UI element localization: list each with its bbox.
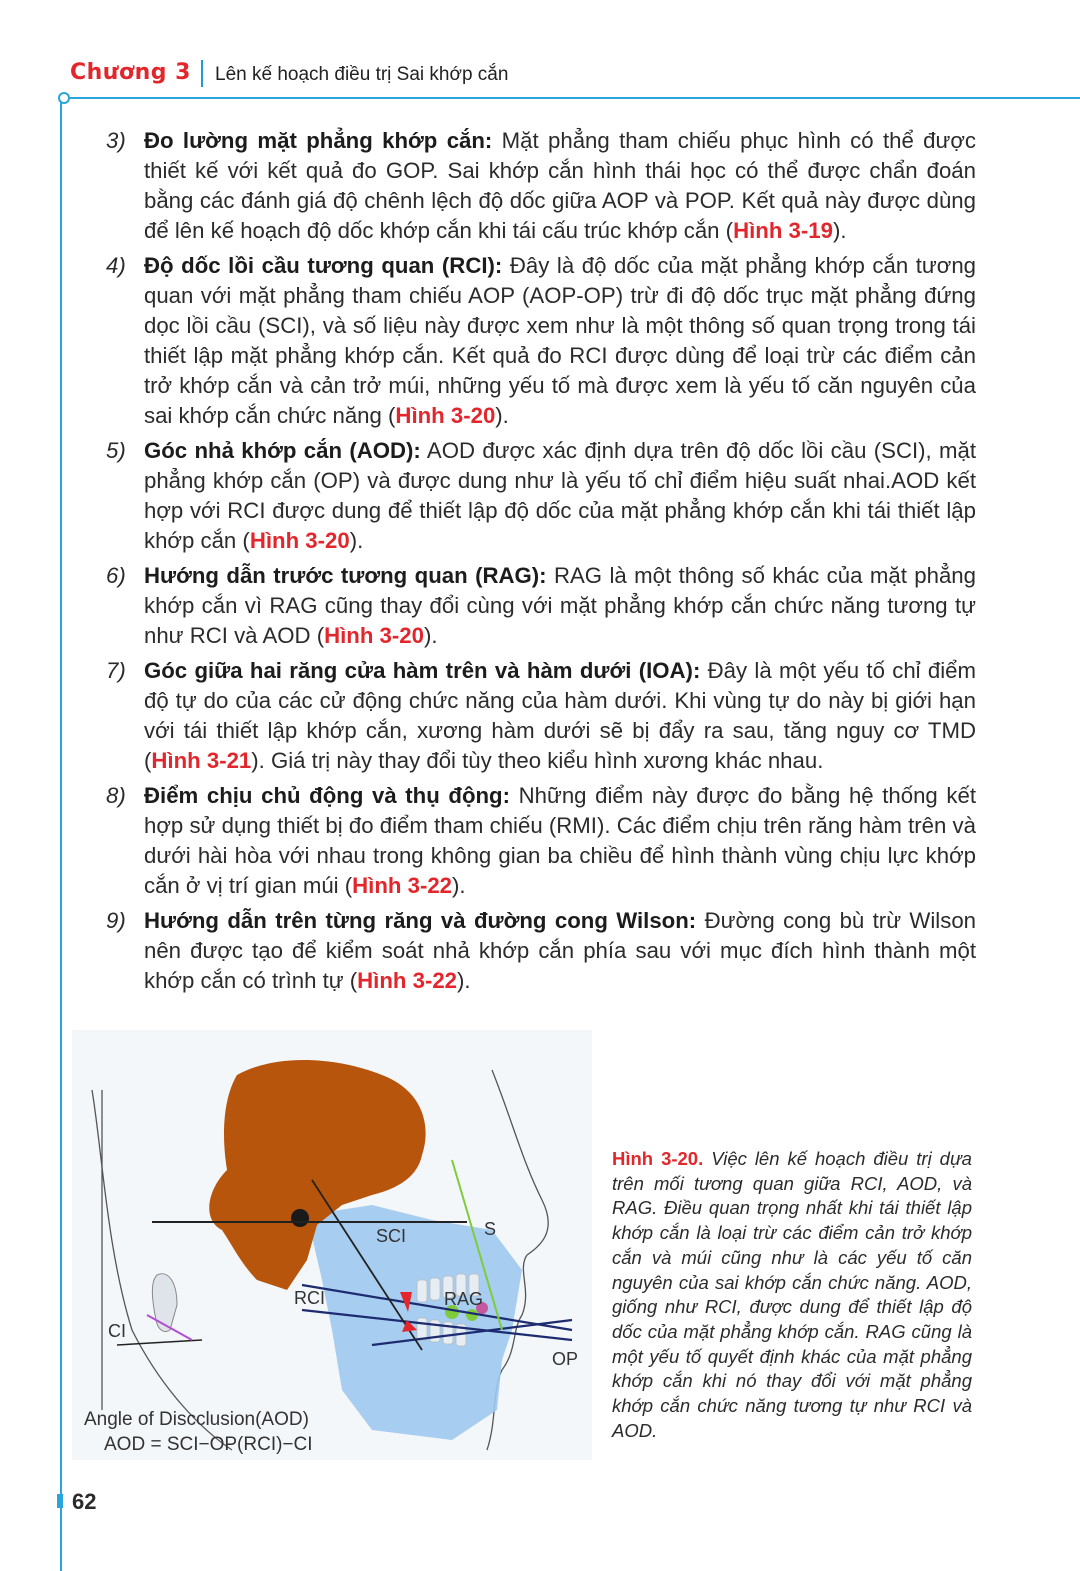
label-sci: SCI [376, 1226, 407, 1246]
item-text-after: ). [452, 873, 466, 898]
item-term: Hướng dẫn trên từng răng và đường cong Wilson: [144, 908, 697, 933]
list-item [106, 781, 976, 901]
item-text-after: ). Giá trị này thay đổi tùy theo kiểu hình xương khác nhau. [251, 748, 824, 773]
formula-equation: AOD = SCI−OP(RCI)−CI [104, 1434, 313, 1455]
ear-rod [291, 1209, 309, 1227]
figure-ref: Hình 3-22 [352, 873, 453, 898]
item-text: Đây là một yếu tố chỉ điểm độ tự do của các cử động chức năng của hàm dưới. Khi vùng tự do này bị giới hạn với tái thiết lập khớp cắn, xương hàm dưới sẽ bị đẩy ra sau, tăng nguy cơ TMD ( [144, 658, 977, 773]
item-text-after: ). [423, 623, 438, 648]
label-rci: RCI [294, 1288, 325, 1308]
chapter-divider [201, 60, 203, 87]
ci-line [117, 1340, 202, 1345]
item-text-after: ). [495, 403, 509, 428]
item-text: Đường cong bù trừ Wilson nên được tạo để kiểm soát nhả khớp cắn phía sau với mục đích hình thành một khớp cắn có trình tự ( [144, 908, 977, 993]
chapter-title: Lên kế hoạch điều trị Sai khớp cắn [215, 64, 509, 85]
list-item [106, 656, 976, 776]
item-text-after: ). [832, 218, 847, 243]
item-number: 3) [106, 128, 126, 153]
label-rag: RAG [444, 1289, 484, 1309]
list-item [106, 126, 976, 246]
figure-ref: Hình 3-19 [733, 218, 833, 243]
figure-ref: Hình 3-20 [324, 623, 424, 648]
item-text: Những điểm này được đo bằng hệ thống kết hợp sử dụng thiết bị đo điểm tham chiếu (RMI). Các điểm chịu trên răng hàm trên và dưới hài hòa với nhau trong không gian ba chiều để hình thành vùng chịu lực khớp cắn ở vị trí gian múi ( [144, 783, 976, 898]
item-number: 4) [106, 253, 126, 278]
figure-illustration [72, 1030, 592, 1460]
figure-caption [612, 1147, 972, 1443]
item-number: 7) [106, 658, 126, 683]
cephalometric-diagram [72, 1030, 592, 1460]
item-text: Mặt phẳng tham chiếu phục hình có thể được thiết kế với kết quả đo GOP. Sai khớp cắn hình thái học có thể được chẩn đoán bằng các đánh giá độ chênh lệch độ dốc giữa AOP và POP. Kết quả này được dùng để lên kế hoạch độ dốc khớp cắn khi tái cấu trúc khớp cắn ( [144, 128, 976, 243]
left-margin-rule [60, 102, 62, 1571]
figure-ref: Hình 3-20 [395, 403, 496, 428]
item-term: Góc nhả khớp cắn (AOD): [144, 438, 421, 463]
list-item [106, 251, 976, 431]
list-item [106, 436, 976, 556]
caption-text: Việc lên kế hoạch điều trị dựa trên mối tương quan giữa RCI, AOD, và RAG. Điều quan trọng nhất khi tái thiết lập khớp cắn là loại trừ các điểm cản trở khớp cắn và múi cũng như là các yếu tố căn nguyên của sai khớp cắn chức năng. AOD, giống như RCI, được dung để thiết lập độ dốc của mặt phẳng khớp cắn. RAG cũng là một yếu tố quyết định khác của mặt phẳng khớp cắn khi nó thay đổi với mặt phẳng khớp cắn chức năng tương tự như RCI và AOD. [612, 1148, 972, 1441]
item-term: Độ dốc lồi cầu tương quan (RCI): [144, 253, 503, 278]
figure-ref: Hình 3-21 [151, 748, 252, 773]
item-term: Đo lường mặt phẳng khớp cắn: [144, 128, 493, 153]
item-text: AOD được xác định dựa trên độ dốc lồi cầu (SCI), mặt phẳng khớp cắn (OP) và được dung như là yếu tố chỉ điểm hiệu suất nhai.AOD kết hợp với RCI được dung để thiết lập độ dốc của mặt phẳng khớp cắn khi tái thiết lập khớp cắn ( [144, 438, 976, 553]
item-text-after: ). [457, 968, 471, 993]
numbered-list [106, 126, 976, 1001]
label-s: S [484, 1219, 497, 1239]
item-text-after: ). [349, 528, 364, 553]
page-number: 62 [72, 1489, 97, 1514]
item-text: Đây là độ dốc của mặt phẳng khớp cắn tương quan với mặt phẳng tham chiếu AOP (AOP-OP) trừ đi độ dốc trục mặt phẳng đứng dọc lồi cầu (SCI), và số liệu này được xem như là một thông số quan trọng trong tái thiết lập mặt phẳng khớp cắn. Kết quả đo RCI được dùng để loại trừ các điểm cản trở khớp cắn và cản trở múi, những yếu tố mà được xem là yếu tố căn nguyên của sai khớp cắn chức năng ( [144, 253, 977, 428]
list-item [106, 561, 976, 651]
page-number-marker [57, 1494, 63, 1508]
label-ci: CI [108, 1321, 126, 1341]
item-term: Hướng dẫn trước tương quan (RAG): [144, 563, 547, 588]
incisor-tooth [152, 1274, 177, 1332]
item-number: 5) [106, 438, 126, 463]
label-op: OP [552, 1349, 579, 1369]
item-number: 6) [106, 563, 126, 588]
item-number: 8) [106, 783, 126, 808]
item-number: 9) [106, 908, 126, 933]
item-text: RAG là một thông số khác của mặt phẳng khớp cắn vì RAG cũng thay đổi cùng với mặt phẳng khớp cắn chức năng tương tự như RCI và AOD ( [144, 563, 976, 648]
item-term: Điểm chịu chủ động và thụ động: [144, 783, 510, 808]
page-header [0, 0, 1080, 110]
formula-title: Angle of Discclusion(AOD) [84, 1409, 309, 1430]
chapter-label: Chương 3 [70, 60, 191, 85]
face-profile [92, 1090, 232, 1450]
list-item [106, 906, 976, 996]
figure-ref: Hình 3-22 [357, 968, 458, 993]
item-term: Góc giữa hai răng cửa hàm trên và hàm dưới (IOA): [144, 658, 701, 683]
caption-label: Hình 3-20. [612, 1148, 704, 1169]
header-rule [68, 97, 1080, 99]
figure-ref: Hình 3-20 [249, 528, 350, 553]
